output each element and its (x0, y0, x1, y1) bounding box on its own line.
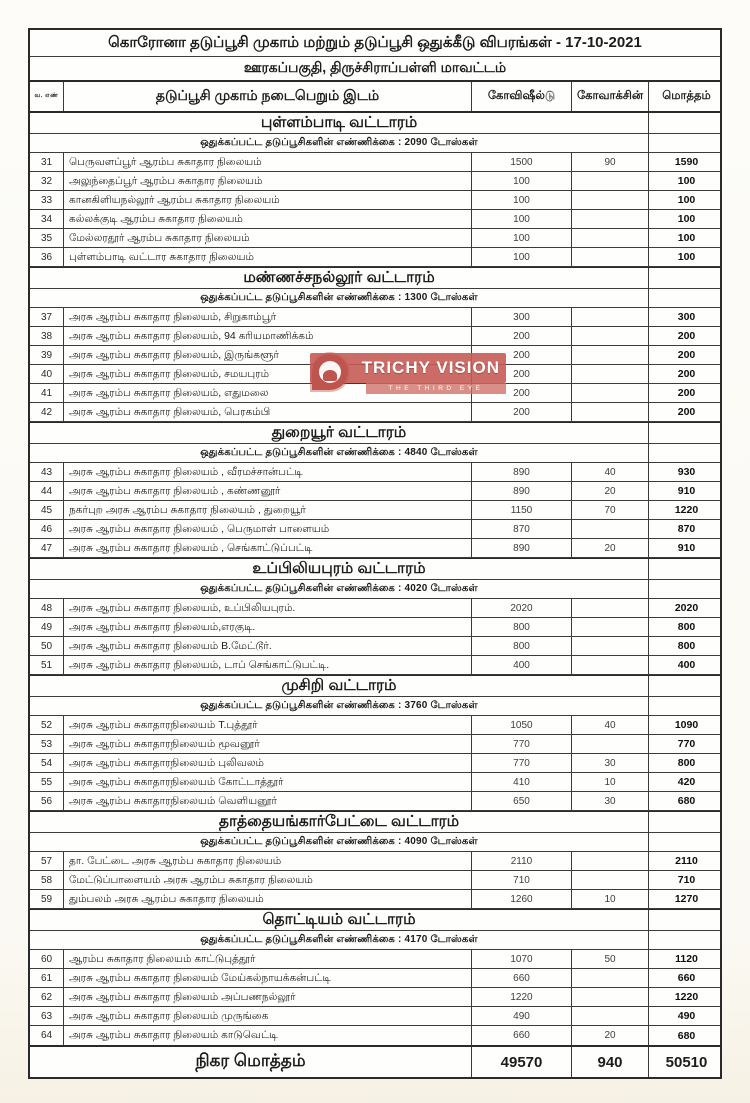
row-serial-number: 36 (30, 248, 64, 266)
table-row (30, 191, 720, 210)
section-total-spacer (649, 113, 724, 133)
section-allocation-row (30, 697, 720, 716)
row-total-count: 1220 (674, 991, 699, 1003)
row-location-name: தும்பலம் அரசு ஆரம்ப சுகாதார நிலையம் (64, 890, 472, 908)
row-covishield-count: 100 (472, 191, 572, 209)
row-location-name: அரசு ஆரம்ப சுகாதாரநிலையம் கோட்டாத்தூர் (64, 773, 472, 791)
section-title: புள்ளம்பாடி வட்டாரம் (30, 113, 649, 133)
row-total-count: 680 (677, 1029, 696, 1042)
row-location-name: கானகிளியநல்லூர் ஆரம்ப சுகாதார நிலையம் (64, 191, 472, 209)
row-total-count: 910 (677, 542, 696, 554)
row-location-name: அரசு ஆரம்ப சுகாதார நிலையம், சமயபுரம் (64, 365, 472, 383)
section-allocation-spacer (649, 444, 724, 462)
row-serial-number: 48 (30, 599, 64, 617)
section-allocation-row (30, 134, 720, 153)
row-total-count: 660 (677, 972, 696, 984)
row-serial-number: 49 (30, 618, 64, 636)
row-total-count: 1220 (674, 504, 699, 516)
row-location-name: அரசு ஆரம்ப சுகாதார நிலையம் B.மேட்டூர். (64, 637, 472, 655)
section-title: தாத்தையங்கார்பேட்டை வட்டாரம் (30, 812, 649, 832)
row-serial-number: 42 (30, 403, 64, 421)
row-serial-number: 51 (30, 656, 64, 674)
table-row (30, 637, 720, 656)
row-covaxin-count: 40 (572, 716, 649, 734)
region-title: ஊரகப்பகுதி, திருச்சிராப்பள்ளி மாவட்டம் (243, 59, 507, 75)
row-location-name: அரசு ஆரம்ப சுகாதார நிலையம் காடுவெட்டி (64, 1026, 472, 1045)
section-title: துறையூர் வட்டாரம் (30, 423, 649, 443)
column-header-covishield: கோவிஷீல்டு (472, 82, 572, 111)
row-covishield-count: 400 (472, 656, 572, 674)
row-location-name: அரசு ஆரம்ப சுகாதார நிலையம் , வீரமச்சான்பட்டி (64, 463, 472, 481)
table-row (30, 346, 720, 365)
row-serial-number: 45 (30, 501, 64, 519)
row-covaxin-count (572, 172, 649, 190)
row-covaxin-count (572, 969, 649, 987)
row-location-name: அரசு ஆரம்ப சுகாதார நிலையம் , செங்காட்டுப்பட்டி (64, 539, 472, 557)
table-row (30, 308, 720, 327)
row-total-count: 100 (677, 175, 696, 187)
row-serial-number: 47 (30, 539, 64, 557)
row-total-count: 910 (677, 485, 696, 497)
watermark-brand-text: TRICHY VISION (361, 358, 500, 377)
row-serial-number: 61 (30, 969, 64, 987)
row-covaxin-count (572, 365, 649, 383)
row-covaxin-count (572, 656, 649, 674)
section-allocation-row (30, 833, 720, 852)
row-total-count: 200 (677, 368, 696, 380)
row-covaxin-count: 30 (572, 792, 649, 810)
table-row (30, 754, 720, 773)
section-allocation-row (30, 580, 720, 599)
row-covishield-count: 410 (472, 773, 572, 791)
row-covaxin-count (572, 871, 649, 889)
section-total-spacer (649, 676, 724, 696)
section-title: முசிறி வட்டாரம் (30, 676, 649, 696)
vaccination-allocation-table (28, 28, 722, 1079)
row-location-name: அரசு ஆரம்ப சுகாதார நிலையம், டாப் செங்காட்டுபட்டி. (64, 656, 472, 674)
row-serial-number: 35 (30, 229, 64, 247)
row-serial-number: 52 (30, 716, 64, 734)
row-location-name: புள்ளம்பாடி வட்டார சுகாதார நிலையம் (64, 248, 472, 266)
row-covishield-count: 890 (472, 539, 572, 557)
row-covishield-count: 650 (472, 792, 572, 810)
row-serial-number: 40 (30, 365, 64, 383)
row-total-count: 100 (677, 213, 696, 225)
row-covishield-count: 1150 (472, 501, 572, 519)
row-total-count: 200 (677, 387, 696, 399)
table-row (30, 773, 720, 792)
row-serial-number: 43 (30, 463, 64, 481)
row-covaxin-count (572, 852, 649, 870)
table-row (30, 539, 720, 558)
row-serial-number: 50 (30, 637, 64, 655)
section-allocation-text: ஒதுக்கப்பட்ட தடுப்பூசிகளின் எண்ணிக்கை : 3760 டோஸ்கள் (30, 697, 649, 715)
table-row (30, 871, 720, 890)
row-covaxin-count (572, 599, 649, 617)
table-row (30, 229, 720, 248)
row-total-count: 100 (677, 194, 696, 206)
row-covishield-count: 1050 (472, 716, 572, 734)
row-covaxin-count (572, 520, 649, 538)
grand-total-row (30, 1045, 720, 1077)
row-location-name: அரசு ஆரம்ப சுகாதார நிலையம் , பெருமாள் பாளையம் (64, 520, 472, 538)
section-allocation-row (30, 444, 720, 463)
row-total-count: 400 (677, 659, 696, 671)
section-header-row (30, 422, 720, 444)
section-header-row (30, 267, 720, 289)
column-header-serial: வ. எண் (30, 82, 64, 111)
row-covaxin-count (572, 308, 649, 326)
row-covishield-count: 1260 (472, 890, 572, 908)
section-allocation-text: ஒதுக்கப்பட்ட தடுப்பூசிகளின் எண்ணிக்கை : 4020 டோஸ்கள் (30, 580, 649, 598)
row-covaxin-count (572, 988, 649, 1006)
row-total-count: 1590 (674, 156, 699, 168)
row-covishield-count: 800 (472, 618, 572, 636)
table-row (30, 482, 720, 501)
row-covaxin-count (572, 1007, 649, 1025)
watermark-tagline-text: THE THIRD EYE (388, 385, 484, 392)
row-total-count: 770 (677, 738, 696, 750)
table-row (30, 1026, 720, 1045)
row-covaxin-count: 10 (572, 890, 649, 908)
row-total-count: 710 (677, 874, 696, 886)
row-covishield-count: 100 (472, 229, 572, 247)
row-serial-number: 63 (30, 1007, 64, 1025)
row-covishield-count: 200 (472, 365, 572, 383)
row-covishield-count: 1500 (472, 153, 572, 171)
row-covaxin-count (572, 229, 649, 247)
row-covishield-count: 770 (472, 735, 572, 753)
table-row (30, 463, 720, 482)
row-covaxin-count (572, 346, 649, 364)
table-row (30, 327, 720, 346)
section-header-row (30, 558, 720, 580)
row-location-name: அரசு ஆரம்ப சுகாதார நிலையம் , கண்ணனூர் (64, 482, 472, 500)
row-covaxin-count (572, 327, 649, 345)
row-serial-number: 62 (30, 988, 64, 1006)
column-header-covaxin: கோவாக்சின் (572, 82, 649, 111)
row-total-count: 100 (677, 232, 696, 244)
table-row (30, 716, 720, 735)
row-total-count: 490 (677, 1010, 696, 1022)
row-serial-number: 55 (30, 773, 64, 791)
table-row (30, 656, 720, 675)
row-covaxin-count: 20 (572, 539, 649, 557)
row-location-name: அரசு ஆரம்ப சுகாதார நிலையம், எதுமலை (64, 384, 472, 402)
section-header-row (30, 811, 720, 833)
row-location-name: அரசு ஆரம்ப சுகாதார நிலையம் அப்பணநல்லூர் (64, 988, 472, 1006)
row-serial-number: 54 (30, 754, 64, 772)
row-total-count: 100 (677, 251, 696, 263)
row-covishield-count: 100 (472, 210, 572, 228)
row-serial-number: 34 (30, 210, 64, 228)
row-location-name: தா. பேட்டை அரசு ஆரம்ப சுகாதார நிலையம் (64, 852, 472, 870)
row-covishield-count: 770 (472, 754, 572, 772)
row-location-name: அரசு ஆரம்ப சுகாதாரநிலையம் மூவனூர் (64, 735, 472, 753)
row-total-count: 1090 (674, 719, 699, 731)
table-body (30, 112, 720, 1045)
section-allocation-text: ஒதுக்கப்பட்ட தடுப்பூசிகளின் எண்ணிக்கை : 4840 டோஸ்கள் (30, 444, 649, 462)
row-covaxin-count (572, 248, 649, 266)
row-total-count: 300 (677, 311, 696, 323)
section-allocation-spacer (649, 931, 724, 949)
row-location-name: அரசு ஆரம்ப சுகாதார நிலையம் மேய்கல்நாயக்கன்பட்டி (64, 969, 472, 987)
row-serial-number: 64 (30, 1026, 64, 1045)
grand-total-label: நிகர மொத்தம் (30, 1047, 472, 1077)
row-total-count: 2110 (675, 855, 698, 867)
column-header-total: மொத்தம் (662, 89, 711, 102)
section-title: மண்ணச்சநல்லூர் வட்டாரம் (30, 268, 649, 288)
row-serial-number: 60 (30, 950, 64, 968)
row-serial-number: 32 (30, 172, 64, 190)
row-covaxin-count (572, 210, 649, 228)
table-row (30, 890, 720, 909)
row-location-name: அரசு ஆரம்ப சுகாதாரநிலையம் வெளியனூர் (64, 792, 472, 810)
section-header-row (30, 909, 720, 931)
row-covishield-count: 100 (472, 248, 572, 266)
row-location-name: மேல்லரதூர் ஆரம்ப சுகாதார நிலையம் (64, 229, 472, 247)
row-covishield-count: 200 (472, 384, 572, 402)
row-location-name: ஆரம்ப சுகாதார நிலையம் காட்டுபுத்தூர் (64, 950, 472, 968)
section-total-spacer (649, 812, 724, 832)
row-location-name: அரசு ஆரம்ப சுகாதார நிலையம், சிறுகாம்பூர் (64, 308, 472, 326)
row-location-name: மேட்டுப்பாளையம் அரசு ஆரம்ப சுகாதார நிலையம் (64, 871, 472, 889)
row-serial-number: 53 (30, 735, 64, 753)
row-location-name: அரசு ஆரம்ப சுகாதார நிலையம், இருங்களூர் (64, 346, 472, 364)
row-covaxin-count: 10 (572, 773, 649, 791)
table-row (30, 153, 720, 172)
table-row (30, 403, 720, 422)
document-title-row (30, 30, 720, 57)
row-location-name: அரசு ஆரம்ப சுகாதார நிலையம், உப்பிலியபுரம். (64, 599, 472, 617)
table-row (30, 501, 720, 520)
row-serial-number: 46 (30, 520, 64, 538)
section-header-row (30, 112, 720, 134)
grand-total-value: 50510 (665, 1053, 708, 1071)
row-location-name: பெருவளப்பூர் ஆரம்ப சுகாதார நிலையம் (64, 153, 472, 171)
row-covishield-count: 890 (472, 463, 572, 481)
table-row (30, 384, 720, 403)
row-total-count: 2020 (674, 602, 699, 614)
row-covishield-count: 300 (472, 308, 572, 326)
row-covaxin-count (572, 191, 649, 209)
row-covaxin-count (572, 403, 649, 421)
row-covishield-count: 800 (472, 637, 572, 655)
row-covishield-count: 200 (472, 346, 572, 364)
section-allocation-text: ஒதுக்கப்பட்ட தடுப்பூசிகளின் எண்ணிக்கை : 1300 டோஸ்கள் (30, 289, 649, 307)
row-serial-number: 33 (30, 191, 64, 209)
section-allocation-spacer (649, 833, 724, 851)
section-total-spacer (649, 559, 724, 579)
row-total-count: 1120 (675, 953, 698, 965)
section-allocation-spacer (649, 289, 724, 307)
section-allocation-row (30, 289, 720, 308)
region-row (30, 57, 720, 82)
table-row (30, 988, 720, 1007)
table-row (30, 1007, 720, 1026)
row-serial-number: 57 (30, 852, 64, 870)
row-serial-number: 44 (30, 482, 64, 500)
section-allocation-spacer (649, 697, 724, 715)
row-serial-number: 41 (30, 384, 64, 402)
row-location-name: நகர்புற அரசு ஆரம்ப சுகாதார நிலையம் , துறையூர் (64, 501, 472, 519)
section-allocation-spacer (649, 580, 724, 598)
table-row (30, 520, 720, 539)
row-covishield-count: 200 (472, 403, 572, 421)
row-location-name: அரசு ஆரம்ப சுகாதாரநிலையம் புலிவலம் (64, 754, 472, 772)
row-covaxin-count (572, 735, 649, 753)
row-covishield-count: 890 (472, 482, 572, 500)
table-row (30, 599, 720, 618)
table-row (30, 735, 720, 754)
section-header-row (30, 675, 720, 697)
row-total-count: 930 (677, 466, 696, 478)
row-covaxin-count (572, 618, 649, 636)
row-covishield-count: 660 (472, 969, 572, 987)
row-total-count: 680 (677, 795, 696, 807)
column-header-location: தடுப்பூசி முகாம் நடைபெறும் இடம் (64, 82, 472, 111)
row-serial-number: 59 (30, 890, 64, 908)
row-covishield-count: 490 (472, 1007, 572, 1025)
row-covishield-count: 100 (472, 172, 572, 190)
row-covaxin-count (572, 384, 649, 402)
table-row (30, 950, 720, 969)
section-total-spacer (649, 423, 724, 443)
row-location-name: அரசு ஆரம்ப சுகாதாரநிலையம் T.புத்தூர் (64, 716, 472, 734)
row-location-name: அலுந்தைப்பூர் ஆரம்ப சுகாதார நிலையம் (64, 172, 472, 190)
row-location-name: அரசு ஆரம்ப சுகாதார நிலையம், 94 கரியமாணிக்கம் (64, 327, 472, 345)
row-covishield-count: 660 (472, 1026, 572, 1045)
row-covaxin-count: 20 (572, 1026, 649, 1045)
row-covaxin-count: 30 (572, 754, 649, 772)
section-allocation-text: ஒதுக்கப்பட்ட தடுப்பூசிகளின் எண்ணிக்கை : 4170 டோஸ்கள் (30, 931, 649, 949)
section-title: தொட்டியம் வட்டாரம் (30, 910, 649, 930)
row-serial-number: 56 (30, 792, 64, 810)
row-total-count: 800 (677, 621, 696, 633)
row-covishield-count: 2020 (472, 599, 572, 617)
row-covishield-count: 1070 (472, 950, 572, 968)
row-serial-number: 58 (30, 871, 64, 889)
row-total-count: 200 (677, 330, 696, 342)
section-allocation-text: ஒதுக்கப்பட்ட தடுப்பூசிகளின் எண்ணிக்கை : 2090 டோஸ்கள் (30, 134, 649, 152)
row-covishield-count: 870 (472, 520, 572, 538)
table-row (30, 248, 720, 267)
section-total-spacer (649, 910, 724, 930)
row-total-count: 420 (677, 776, 696, 788)
row-location-name: அரசு ஆரம்ப சுகாதார நிலையம்,எரகுடி. (64, 618, 472, 636)
row-location-name: அரசு ஆரம்ப சுகாதார நிலையம், பெரகம்பி (64, 403, 472, 421)
row-location-name: கல்லக்குடி ஆரம்ப சுகாதார நிலையம் (64, 210, 472, 228)
row-total-count: 800 (677, 757, 696, 769)
section-allocation-spacer (649, 134, 724, 152)
row-covishield-count: 1220 (472, 988, 572, 1006)
row-total-count: 1270 (674, 893, 699, 905)
row-serial-number: 37 (30, 308, 64, 326)
row-serial-number: 38 (30, 327, 64, 345)
table-row (30, 210, 720, 229)
row-total-count: 870 (677, 523, 696, 535)
column-header-row (30, 82, 720, 112)
row-covaxin-count: 70 (572, 501, 649, 519)
row-covaxin-count: 40 (572, 463, 649, 481)
row-total-count: 800 (677, 640, 696, 652)
row-covishield-count: 710 (472, 871, 572, 889)
table-row (30, 365, 720, 384)
row-covaxin-count: 20 (572, 482, 649, 500)
document-title: கொரோனா தடுப்பூசி முகாம் மற்றும் தடுப்பூசி ஒதுக்கீடு விபரங்கள் - 17-10-2021 (108, 33, 642, 51)
row-location-name: அரசு ஆரம்ப சுகாதார நிலையம் முருங்கை (64, 1007, 472, 1025)
row-covishield-count: 200 (472, 327, 572, 345)
grand-total-covaxin: 940 (572, 1047, 649, 1077)
section-total-spacer (649, 268, 724, 288)
row-covaxin-count: 90 (572, 153, 649, 171)
section-allocation-row (30, 931, 720, 950)
row-serial-number: 31 (30, 153, 64, 171)
row-covishield-count: 2110 (472, 852, 572, 870)
row-covaxin-count (572, 637, 649, 655)
section-title: உப்பிலியபுரம் வட்டாரம் (30, 559, 649, 579)
table-row (30, 618, 720, 637)
grand-total-covishield: 49570 (472, 1047, 572, 1077)
row-serial-number: 39 (30, 346, 64, 364)
table-row (30, 969, 720, 988)
table-row (30, 792, 720, 811)
table-row (30, 172, 720, 191)
row-covaxin-count: 50 (572, 950, 649, 968)
row-total-count: 200 (677, 349, 696, 361)
section-allocation-text: ஒதுக்கப்பட்ட தடுப்பூசிகளின் எண்ணிக்கை : 4090 டோஸ்கள் (30, 833, 649, 851)
table-row (30, 852, 720, 871)
row-total-count: 200 (677, 406, 696, 418)
